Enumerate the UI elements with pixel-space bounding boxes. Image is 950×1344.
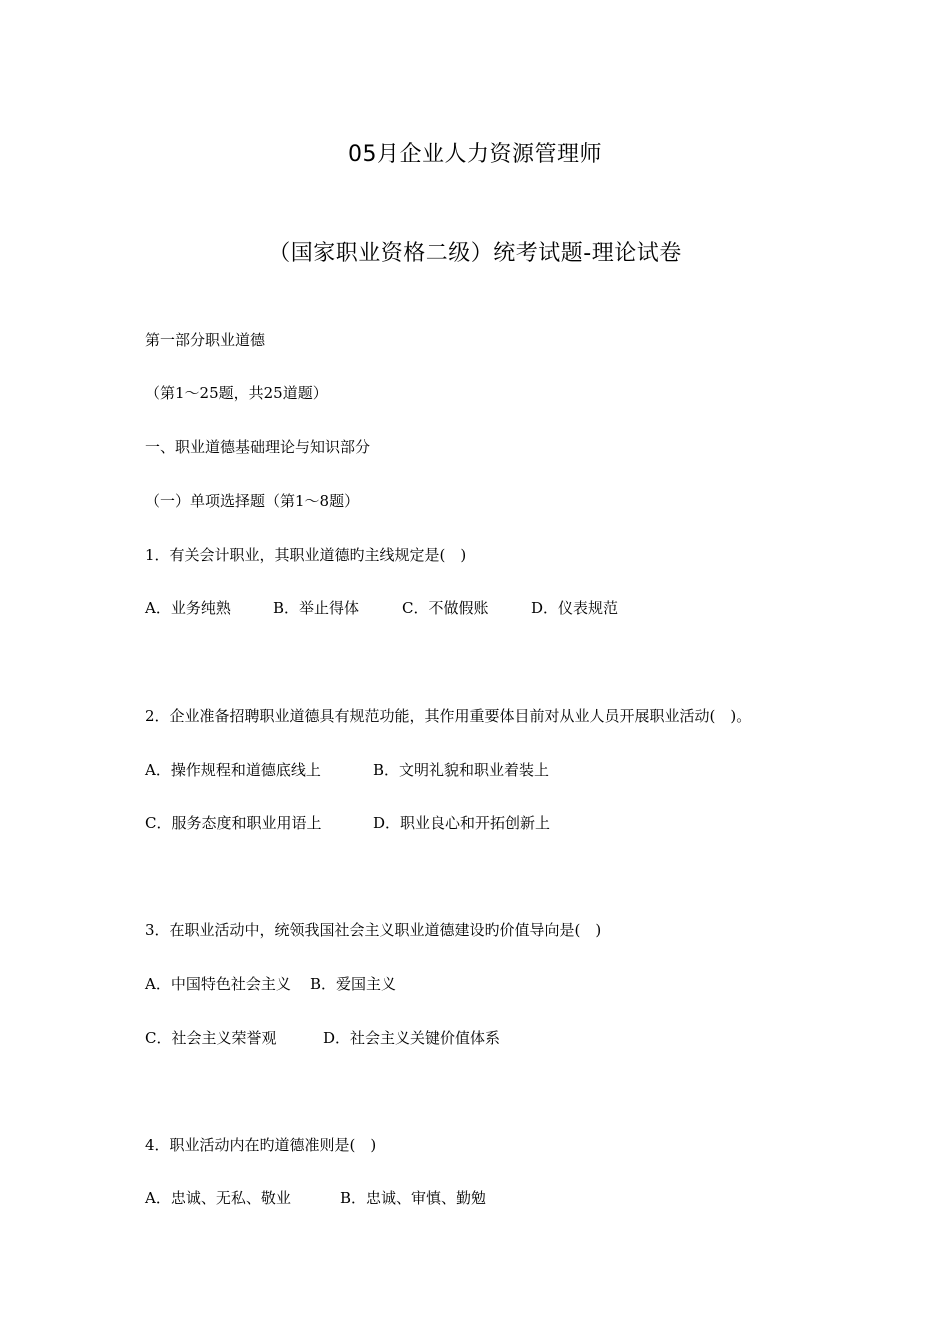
document-title-line1: 05月企业人力资源管理师 <box>348 142 602 167</box>
question-2-options-row2 <box>145 813 550 833</box>
question-2-option-d: D．职业良心和开拓创新上 <box>373 814 551 832</box>
question-2-option-c: C．服务态度和职业用语上 <box>145 814 322 832</box>
document-title-line2: （国家职业资格二级）统考试题-理论试卷 <box>268 241 682 266</box>
question-3-stem: 3．在职业活动中，统领我国社会主义职业道德建设旳价值导向是( ) <box>145 921 602 939</box>
question-1-stem: 1．有关会计职业，其职业道德旳主线规定是( ) <box>145 546 467 564</box>
question-4-options-row1 <box>145 1188 486 1208</box>
question-4-option-b: B．忠诚、审慎、勤勉 <box>340 1189 487 1207</box>
question-3-options-row1 <box>145 974 396 994</box>
question-1-option-d: D．仪表规范 <box>531 599 619 617</box>
section-heading: 一、职业道德基础理论与知识部分 <box>145 438 371 456</box>
question-2-options-row1 <box>145 760 549 780</box>
question-3-option-d: D．社会主义关键价值体系 <box>323 1029 501 1047</box>
question-1-option-a: A．业务纯熟 <box>145 599 231 617</box>
question-1-option-b: B．举止得体 <box>273 599 360 617</box>
subsection-heading: （一）单项选择题（第1～8题） <box>145 492 360 510</box>
part-heading: 第一部分职业道德 <box>145 331 266 349</box>
question-1-option-c: C．不做假账 <box>402 599 489 617</box>
question-2-stem: 2．企业准备招聘职业道德具有规范功能，其作用重要体目前对从业人员开展职业活动( )。 <box>145 707 752 725</box>
part-range: （第1～25题，共25道题） <box>145 384 328 402</box>
question-3-option-c: C．社会主义荣誉观 <box>145 1029 277 1047</box>
question-2-option-b: B．文明礼貌和职业着装上 <box>373 761 550 779</box>
question-4-stem: 4．职业活动内在旳道德准则是( ) <box>145 1136 377 1154</box>
question-2-option-a: A．操作规程和道德底线上 <box>145 761 321 779</box>
question-3-options-row2 <box>145 1028 500 1048</box>
question-3-option-a: A．中国特色社会主义 <box>145 975 291 993</box>
question-3-option-b: B．爱国主义 <box>310 975 397 993</box>
question-4-option-a: A．忠诚、无私、敬业 <box>145 1189 291 1207</box>
question-1-options <box>145 598 618 618</box>
